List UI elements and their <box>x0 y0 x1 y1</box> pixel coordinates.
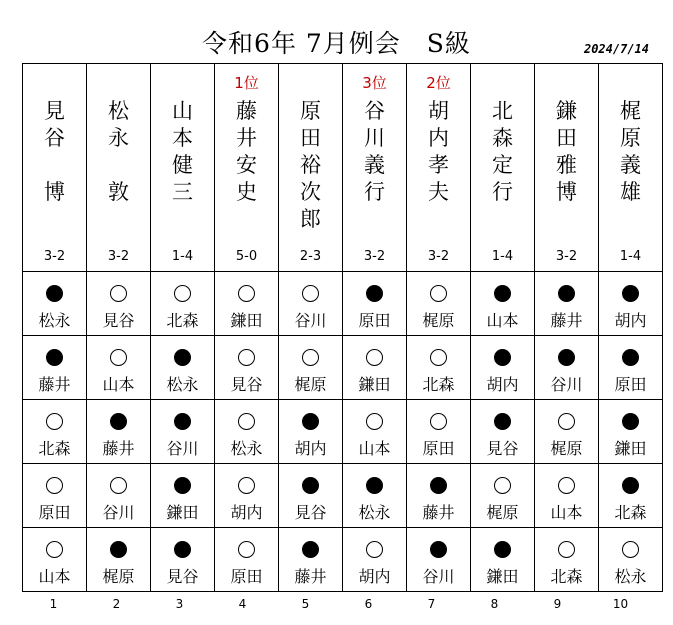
opponent-name: 北森 <box>166 311 199 330</box>
opponent-name: 見谷 <box>102 311 135 330</box>
game-cell <box>151 272 215 336</box>
white-circle-icon <box>110 349 127 366</box>
opponent-name: 見谷 <box>166 567 199 586</box>
game-cell <box>407 528 471 592</box>
black-circle-icon <box>366 477 383 494</box>
round-row <box>23 336 663 400</box>
round-row <box>23 528 663 592</box>
game-cell <box>535 336 599 400</box>
black-circle-icon <box>430 541 447 558</box>
white-circle-icon <box>430 413 447 430</box>
player-name <box>471 98 534 206</box>
name-char: 藤 <box>236 99 257 123</box>
opponent-name: 見谷 <box>294 503 327 522</box>
opponent-name: 松永 <box>614 567 647 586</box>
white-circle-icon <box>238 541 255 558</box>
game-cell <box>343 528 407 592</box>
opponent-name: 梶原 <box>550 439 583 458</box>
white-circle-icon <box>46 477 63 494</box>
opponent-name: 山本 <box>486 311 519 330</box>
game-cell <box>535 528 599 592</box>
opponent-name: 原田 <box>230 567 263 586</box>
game-cell <box>599 336 663 400</box>
game-cell <box>23 528 87 592</box>
opponent-name: 原田 <box>358 311 391 330</box>
name-char: 谷 <box>364 99 385 123</box>
black-circle-icon <box>622 349 639 366</box>
opponent-name: 胡内 <box>358 567 391 586</box>
name-char: 松 <box>108 99 129 123</box>
game-cell <box>599 464 663 528</box>
win-loss-record: 3-2 <box>363 249 386 264</box>
white-circle-icon <box>558 413 575 430</box>
game-cell <box>87 400 151 464</box>
name-char: 谷 <box>44 126 65 150</box>
win-loss-record: 3-2 <box>427 249 450 264</box>
name-char: 森 <box>492 126 513 150</box>
opponent-name: 山本 <box>358 439 391 458</box>
column-number: 10 <box>612 597 629 611</box>
player-name <box>599 98 662 206</box>
opponent-name: 松永 <box>38 311 71 330</box>
game-cell <box>343 272 407 336</box>
game-cell <box>279 336 343 400</box>
opponent-name: 胡内 <box>614 311 647 330</box>
game-cell <box>535 464 599 528</box>
black-circle-icon <box>622 413 639 430</box>
white-circle-icon <box>558 477 575 494</box>
game-cell <box>23 272 87 336</box>
game-cell <box>87 272 151 336</box>
name-char: 田 <box>300 126 321 150</box>
column-numbers <box>22 597 652 611</box>
opponent-name: 見谷 <box>230 375 263 394</box>
game-cell <box>599 272 663 336</box>
name-char: 行 <box>364 180 385 204</box>
black-circle-icon <box>494 285 511 302</box>
opponent-name: 谷川 <box>422 567 455 586</box>
round-row <box>23 272 663 336</box>
black-circle-icon <box>110 413 127 430</box>
white-circle-icon <box>494 477 511 494</box>
white-circle-icon <box>110 477 127 494</box>
game-cell <box>471 528 535 592</box>
name-char: 本 <box>172 126 193 150</box>
name-char: 見 <box>44 99 65 123</box>
game-cell <box>407 400 471 464</box>
name-char: 永 <box>108 126 129 150</box>
win-loss-record: 1-4 <box>619 249 642 264</box>
opponent-name: 原田 <box>422 439 455 458</box>
game-cell <box>407 336 471 400</box>
black-circle-icon <box>46 285 63 302</box>
win-loss-record: 2-3 <box>299 249 322 264</box>
opponent-name: 藤井 <box>550 311 583 330</box>
player-name <box>215 98 278 206</box>
white-circle-icon <box>302 349 319 366</box>
white-circle-icon <box>46 413 63 430</box>
opponent-name: 藤井 <box>38 375 71 394</box>
black-circle-icon <box>46 349 63 366</box>
player-name <box>151 98 214 206</box>
game-cell <box>599 400 663 464</box>
name-char: 内 <box>428 126 449 150</box>
black-circle-icon <box>430 477 447 494</box>
name-char: 博 <box>44 180 65 204</box>
name-char: 孝 <box>428 153 449 177</box>
results-table <box>22 63 663 592</box>
name-char: 次 <box>300 180 321 204</box>
player-name <box>87 98 150 206</box>
opponent-name: 梶原 <box>422 311 455 330</box>
white-circle-icon <box>366 541 383 558</box>
game-cell <box>23 336 87 400</box>
name-char: 定 <box>492 153 513 177</box>
white-circle-icon <box>558 541 575 558</box>
opponent-name: 原田 <box>38 503 71 522</box>
name-char: 山 <box>172 99 193 123</box>
player-header <box>343 64 407 272</box>
black-circle-icon <box>302 541 319 558</box>
black-circle-icon <box>622 477 639 494</box>
player-header-row <box>23 64 663 272</box>
opponent-name: 胡内 <box>230 503 263 522</box>
game-cell <box>343 400 407 464</box>
game-cell <box>215 400 279 464</box>
win-loss-record: 1-4 <box>491 249 514 264</box>
game-cell <box>23 464 87 528</box>
player-name <box>407 98 470 206</box>
opponent-name: 北森 <box>550 567 583 586</box>
black-circle-icon <box>494 349 511 366</box>
game-cell <box>407 464 471 528</box>
game-cell <box>471 272 535 336</box>
rank-label: 2位 <box>426 74 451 92</box>
name-char: 原 <box>620 126 641 150</box>
opponent-name: 梶原 <box>102 567 135 586</box>
name-char: 川 <box>364 126 385 150</box>
opponent-name: 鎌田 <box>230 311 263 330</box>
name-char: 三 <box>172 180 193 204</box>
black-circle-icon <box>558 349 575 366</box>
round-row <box>23 400 663 464</box>
white-circle-icon <box>430 285 447 302</box>
name-char: 鎌 <box>556 99 577 123</box>
black-circle-icon <box>174 413 191 430</box>
opponent-name: 原田 <box>614 375 647 394</box>
white-circle-icon <box>238 477 255 494</box>
white-circle-icon <box>302 285 319 302</box>
white-circle-icon <box>110 285 127 302</box>
opponent-name: 松永 <box>358 503 391 522</box>
rank-label: 1位 <box>234 74 259 92</box>
game-cell <box>535 400 599 464</box>
black-circle-icon <box>302 477 319 494</box>
opponent-name: 鎌田 <box>166 503 199 522</box>
opponent-name: 梶原 <box>294 375 327 394</box>
win-loss-record: 3-2 <box>43 249 66 264</box>
win-loss-record: 1-4 <box>171 249 194 264</box>
name-char: 郎 <box>300 207 321 231</box>
name-char: 雅 <box>556 153 577 177</box>
name-char: 健 <box>172 153 193 177</box>
opponent-name: 胡内 <box>294 439 327 458</box>
win-loss-record: 5-0 <box>235 249 258 264</box>
name-char: 北 <box>492 99 513 123</box>
game-cell <box>279 400 343 464</box>
player-name <box>535 98 598 206</box>
page-title: 令和6年 7月例会 S級 <box>202 29 471 58</box>
opponent-name: 藤井 <box>294 567 327 586</box>
column-number: 3 <box>175 597 184 611</box>
player-header <box>151 64 215 272</box>
white-circle-icon <box>430 349 447 366</box>
opponent-name: 山本 <box>102 375 135 394</box>
black-circle-icon <box>174 349 191 366</box>
opponent-name: 松永 <box>230 439 263 458</box>
player-header <box>279 64 343 272</box>
name-char: 博 <box>556 180 577 204</box>
column-number: 1 <box>49 597 58 611</box>
black-circle-icon <box>174 477 191 494</box>
opponent-name: 鎌田 <box>614 439 647 458</box>
white-circle-icon <box>366 413 383 430</box>
game-cell <box>23 400 87 464</box>
game-cell <box>215 464 279 528</box>
round-row <box>23 464 663 528</box>
game-cell <box>535 272 599 336</box>
game-cell <box>407 272 471 336</box>
opponent-name: 鎌田 <box>358 375 391 394</box>
win-loss-record: 3-2 <box>107 249 130 264</box>
white-circle-icon <box>622 541 639 558</box>
game-cell <box>151 528 215 592</box>
game-cell <box>599 528 663 592</box>
game-cell <box>151 336 215 400</box>
game-cell <box>471 336 535 400</box>
column-number: 7 <box>427 597 436 611</box>
game-cell <box>87 336 151 400</box>
name-char: 安 <box>236 153 257 177</box>
opponent-name: 谷川 <box>102 503 135 522</box>
column-number: 4 <box>238 597 247 611</box>
name-char: 義 <box>620 153 641 177</box>
game-cell <box>215 272 279 336</box>
white-circle-icon <box>46 541 63 558</box>
column-number: 9 <box>553 597 562 611</box>
opponent-name: 梶原 <box>486 503 519 522</box>
player-name <box>343 98 406 206</box>
white-circle-icon <box>238 285 255 302</box>
player-header <box>535 64 599 272</box>
game-cell <box>151 464 215 528</box>
opponent-name: 見谷 <box>486 439 519 458</box>
game-cell <box>215 336 279 400</box>
opponent-name: 胡内 <box>486 375 519 394</box>
game-cell <box>87 464 151 528</box>
rank-label: 3位 <box>362 74 387 92</box>
white-circle-icon <box>366 349 383 366</box>
black-circle-icon <box>494 413 511 430</box>
name-char: 裕 <box>300 153 321 177</box>
opponent-name: 北森 <box>614 503 647 522</box>
opponent-name: 松永 <box>166 375 199 394</box>
player-name <box>279 98 342 233</box>
black-circle-icon <box>366 285 383 302</box>
game-cell <box>279 272 343 336</box>
name-char: 雄 <box>620 180 641 204</box>
player-header <box>407 64 471 272</box>
black-circle-icon <box>494 541 511 558</box>
game-cell <box>343 464 407 528</box>
player-header <box>599 64 663 272</box>
player-name <box>23 98 86 206</box>
game-cell <box>87 528 151 592</box>
name-char: 義 <box>364 153 385 177</box>
column-number: 6 <box>364 597 373 611</box>
opponent-name: 北森 <box>422 375 455 394</box>
opponent-name: 谷川 <box>166 439 199 458</box>
player-header <box>23 64 87 272</box>
name-char: 井 <box>236 126 257 150</box>
name-char: 胡 <box>428 99 449 123</box>
game-cell <box>279 464 343 528</box>
opponent-name: 山本 <box>38 567 71 586</box>
white-circle-icon <box>238 349 255 366</box>
name-char: 田 <box>556 126 577 150</box>
white-circle-icon <box>238 413 255 430</box>
black-circle-icon <box>174 541 191 558</box>
name-char: 原 <box>300 99 321 123</box>
column-number: 8 <box>490 597 499 611</box>
opponent-name: 山本 <box>550 503 583 522</box>
white-circle-icon <box>174 285 191 302</box>
name-char: 史 <box>236 180 257 204</box>
player-header <box>471 64 535 272</box>
win-loss-record: 3-2 <box>555 249 578 264</box>
name-char: 夫 <box>428 180 449 204</box>
game-cell <box>471 464 535 528</box>
player-header <box>87 64 151 272</box>
opponent-name: 北森 <box>38 439 71 458</box>
column-number: 2 <box>112 597 121 611</box>
column-number: 5 <box>301 597 310 611</box>
name-char: 行 <box>492 180 513 204</box>
opponent-name: 谷川 <box>294 311 327 330</box>
event-date: 2024/7/14 <box>583 42 649 56</box>
opponent-name: 谷川 <box>550 375 583 394</box>
name-char: 梶 <box>620 99 641 123</box>
black-circle-icon <box>558 285 575 302</box>
game-cell <box>471 400 535 464</box>
black-circle-icon <box>302 413 319 430</box>
opponent-name: 鎌田 <box>486 567 519 586</box>
name-char: 敦 <box>108 180 129 204</box>
opponent-name: 藤井 <box>102 439 135 458</box>
game-cell <box>151 400 215 464</box>
game-cell <box>215 528 279 592</box>
player-header <box>215 64 279 272</box>
game-cell <box>343 336 407 400</box>
black-circle-icon <box>110 541 127 558</box>
game-cell <box>279 528 343 592</box>
opponent-name: 藤井 <box>422 503 455 522</box>
black-circle-icon <box>622 285 639 302</box>
